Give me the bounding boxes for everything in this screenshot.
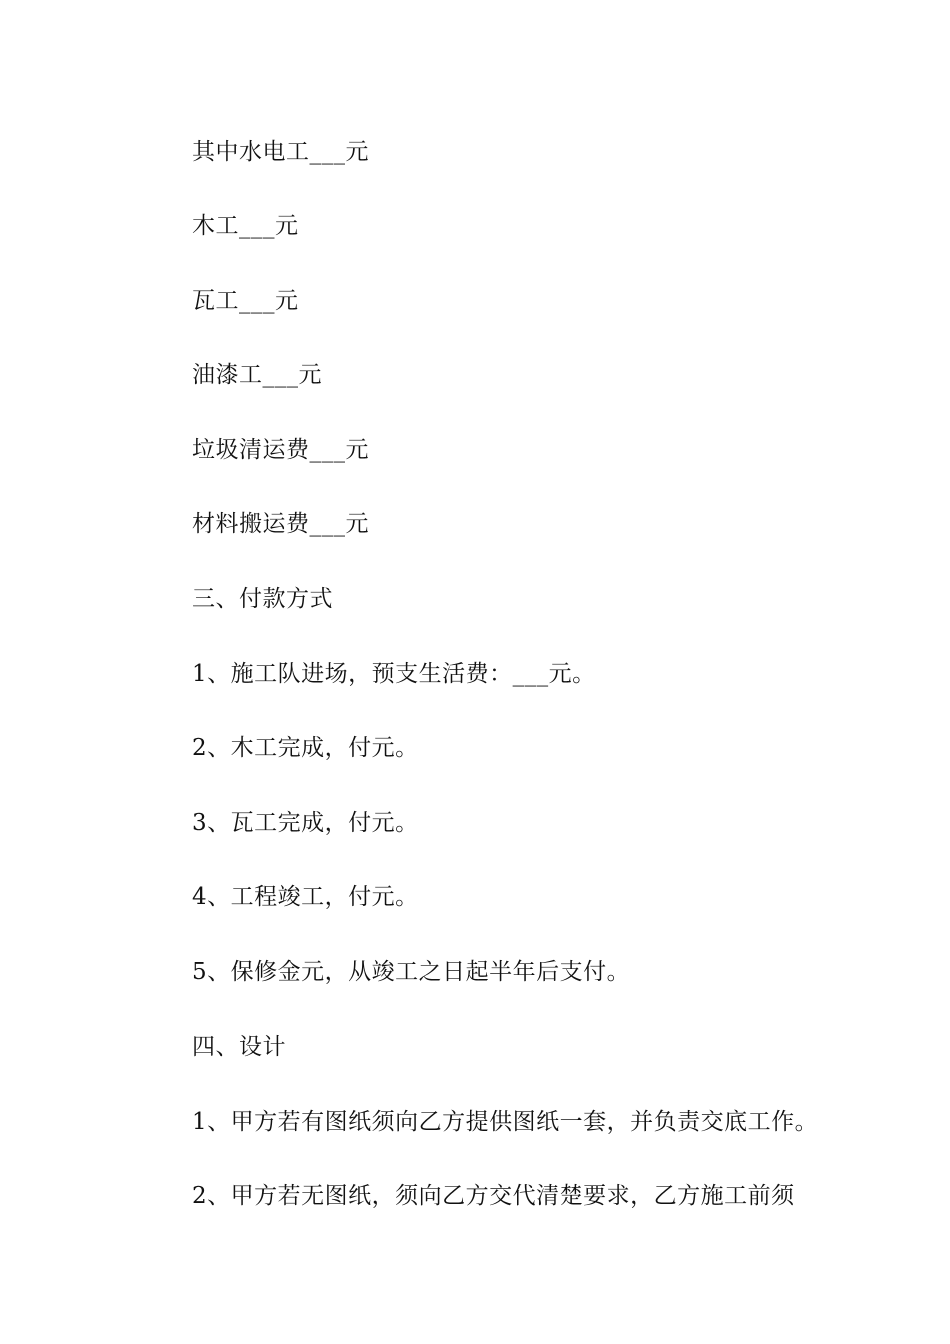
payment-clause-5: 5、保修金元，从竣工之日起半年后支付。 — [192, 959, 631, 985]
section-heading-payment: 三、付款方式 — [192, 586, 333, 612]
design-clause-2: 2、甲方若无图纸，须向乙方交代清楚要求，乙方施工前须 — [192, 1183, 795, 1209]
cost-item-material-transport: 材料搬运费___元 — [192, 511, 369, 537]
cost-item-plumbing-electrical: 其中水电工___元 — [192, 139, 369, 165]
cost-item-painting: 油漆工___元 — [192, 362, 322, 388]
design-clause-1: 1、甲方若有图纸须向乙方提供图纸一套，并负责交底工作。 — [192, 1109, 819, 1135]
payment-clause-4: 4、工程竣工，付元。 — [192, 884, 419, 910]
cost-item-carpentry: 木工___元 — [192, 213, 299, 239]
payment-clause-1: 1、施工队进场，预支生活费：___元。 — [192, 661, 596, 687]
payment-clause-3: 3、瓦工完成，付元。 — [192, 810, 419, 836]
cost-item-tiling: 瓦工___元 — [192, 288, 299, 314]
payment-clause-2: 2、木工完成，付元。 — [192, 735, 419, 761]
cost-item-waste-removal: 垃圾清运费___元 — [192, 437, 369, 463]
section-heading-design: 四、设计 — [192, 1034, 286, 1060]
